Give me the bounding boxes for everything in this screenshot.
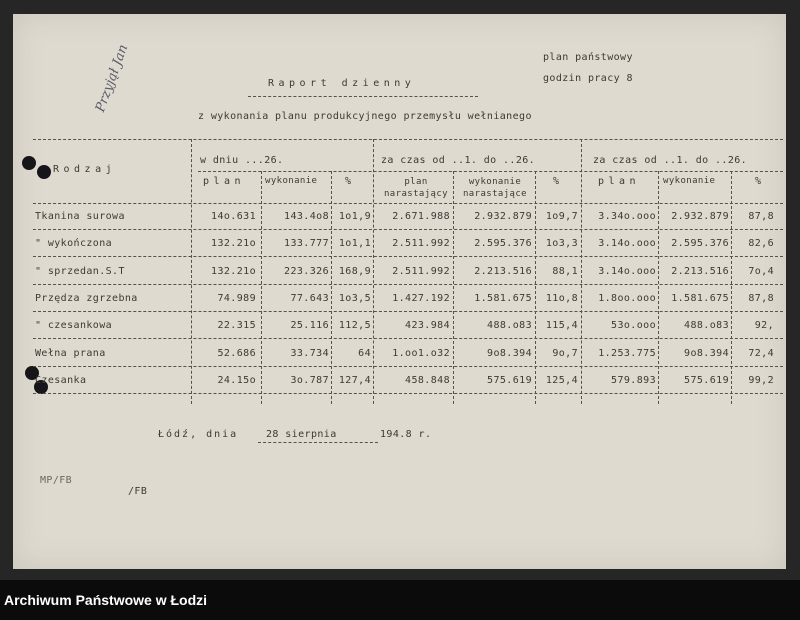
cell-wyk-cum: 2.213.516: [474, 265, 532, 277]
col-header-plan: plan: [203, 176, 246, 187]
row-rule: [33, 393, 783, 394]
cell-wyk2: 2.595.376: [671, 238, 729, 250]
cell-plan: 74.989: [217, 292, 256, 304]
cell-plan: 52.686: [217, 347, 256, 359]
group-header-day: w dniu ...26.: [200, 155, 284, 166]
cell-pct: 168,9: [338, 265, 371, 277]
cell-plan-cum: 458.848: [405, 374, 450, 386]
cell-wyk-cum: 2.595.376: [474, 238, 532, 250]
cell-pct2: 88,1: [552, 265, 578, 277]
col-separator: [191, 139, 192, 404]
cell-plan2: 53o.ooo: [611, 320, 656, 332]
col-separator: [373, 139, 374, 404]
cell-plan2: 3.14o.ooo: [598, 265, 656, 277]
cell-plan-cum: 2.511.992: [392, 265, 450, 277]
punch-hole: [37, 165, 51, 179]
cell-wyk: 143.4o8: [284, 211, 329, 222]
cell-pct3: 82,6: [748, 238, 774, 250]
cell-wyk: 3o.787: [290, 374, 329, 386]
report-title: Raport dzienny: [268, 78, 416, 89]
footer-bar: [0, 580, 800, 620]
cell-pct2: 11o,8: [545, 292, 578, 304]
cell-name: " sprzedan.S.T: [35, 265, 125, 277]
cell-plan-cum: 2.511.992: [392, 238, 450, 250]
cell-plan-cum: 1.oo1.o32: [392, 347, 450, 359]
cell-pct2: 125,4: [545, 374, 578, 386]
cell-pct3: 87,8: [748, 292, 774, 304]
cell-wyk2: 2.213.516: [671, 265, 729, 277]
col-header-plan2: plan: [598, 176, 641, 187]
cell-plan: 24.15o: [217, 374, 256, 386]
signoff-date: 28 sierpnia: [266, 429, 337, 440]
row-rule: [33, 256, 783, 257]
col-separator: [453, 171, 454, 404]
cell-plan-cum: 1.427.192: [392, 292, 450, 304]
document-page: [13, 14, 786, 569]
punch-hole: [22, 156, 36, 170]
header-bottom-rule: [33, 203, 783, 204]
plan-label: plan państwowy: [543, 52, 633, 63]
row-rule: [33, 366, 783, 367]
cell-pct3: 72,4: [748, 347, 774, 359]
cell-pct: 1o3,5: [338, 292, 371, 304]
row-rule: [33, 284, 783, 285]
cell-pct3: 92,: [754, 320, 774, 332]
col-separator: [658, 171, 659, 404]
col-separator: [731, 171, 732, 404]
cell-plan2: 3.34o.ooo: [598, 211, 656, 222]
cell-pct2: 1o9,7: [545, 211, 578, 222]
cell-pct2: 1o3,3: [545, 238, 578, 250]
cell-wyk2: 1.581.675: [671, 292, 729, 304]
col-header-plan-cum: plan narastający: [383, 177, 448, 199]
cell-pct: 112,5: [338, 320, 371, 332]
col-header-wyk-cum: wykonanie narastające: [462, 177, 527, 199]
cell-plan2: 579.893: [611, 374, 656, 386]
initials-carbon: MP/FB: [40, 475, 73, 486]
cell-wyk: 33.734: [290, 347, 329, 359]
signoff-place: Łódź, dnia: [158, 429, 239, 440]
cell-pct: 127,4: [338, 374, 371, 386]
cell-pct3: 87,8: [748, 211, 774, 222]
cell-plan2: 1.8oo.ooo: [598, 292, 656, 304]
cell-name: Wełna prana: [35, 347, 106, 359]
cell-name: " czesankowa: [35, 320, 113, 332]
header-mid-rule: [198, 171, 783, 172]
col-header-pct2: %: [553, 176, 560, 187]
row-rule: [33, 229, 783, 230]
cell-wyk2: 2.932.879: [671, 211, 729, 222]
col-separator: [581, 139, 582, 404]
table-top-rule: [33, 139, 783, 140]
cell-plan-cum: 2.671.988: [392, 211, 450, 222]
col-separator: [261, 171, 262, 404]
archive-credit: Archiwum Państwowe w Łodzi: [4, 592, 208, 608]
signoff-year: 194.8 r.: [380, 429, 432, 440]
cell-plan: 132.21o: [211, 265, 256, 277]
hours-label: godzin pracy 8: [543, 73, 633, 84]
cell-wyk-cum: 575.619: [487, 374, 532, 386]
cell-wyk-cum: 9o8.394: [487, 347, 532, 359]
col-header-pct3: %: [755, 176, 762, 187]
group-header-period1: za czas od ..1. do ..26.: [381, 155, 536, 166]
cell-plan: 22.315: [217, 320, 256, 332]
cell-wyk-cum: 488.o83: [487, 320, 532, 332]
cell-pct2: 9o,7: [552, 347, 578, 359]
row-rule: [33, 311, 783, 312]
cell-pct: 1o1,1: [338, 238, 371, 250]
cell-plan2: 1.253.775: [598, 347, 656, 359]
cell-wyk: 223.326: [284, 265, 329, 277]
cell-wyk: 133.777: [284, 238, 329, 250]
report-subtitle: z wykonania planu produkcyjnego przemysłu wełnianego: [198, 111, 532, 122]
col-separator: [535, 171, 536, 404]
cell-wyk: 25.116: [290, 320, 329, 332]
col-header-kind: Rodzaj: [53, 164, 117, 175]
initials: /FB: [128, 486, 148, 497]
cell-wyk-cum: 2.932.879: [474, 211, 532, 222]
col-separator: [331, 171, 332, 404]
cell-wyk2: 9o8.394: [684, 347, 729, 359]
cell-wyk: 77.643: [290, 292, 329, 304]
cell-name: Tkanina surowa: [35, 211, 125, 222]
cell-pct3: 7o,4: [748, 265, 774, 277]
handwritten-note: Przyjął Jan: [93, 42, 132, 115]
cell-pct: 64: [358, 347, 371, 359]
cell-name: " wykończona: [35, 238, 113, 250]
cell-pct2: 115,4: [545, 320, 578, 332]
cell-plan-cum: 423.984: [405, 320, 450, 332]
cell-wyk2: 575.619: [684, 374, 729, 386]
title-underline: [248, 96, 478, 97]
col-header-wykonanie: wykonanie: [265, 176, 318, 186]
cell-pct3: 99,2: [748, 374, 774, 386]
cell-plan2: 3.14o.ooo: [598, 238, 656, 250]
cell-wyk2: 488.o83: [684, 320, 729, 332]
date-underline: [258, 442, 378, 443]
col-header-wyk2: wykonanie: [663, 176, 716, 186]
col-header-pct: %: [345, 176, 352, 187]
row-rule: [33, 338, 783, 339]
cell-pct: 1o1,9: [338, 211, 371, 222]
cell-wyk-cum: 1.581.675: [474, 292, 532, 304]
cell-plan: 14o.631: [211, 211, 256, 222]
group-header-period2: za czas od ..1. do ..26.: [593, 155, 748, 166]
cell-name: Przędza zgrzebna: [35, 292, 138, 304]
cell-name: Czesanka: [35, 374, 87, 386]
cell-plan: 132.21o: [211, 238, 256, 250]
